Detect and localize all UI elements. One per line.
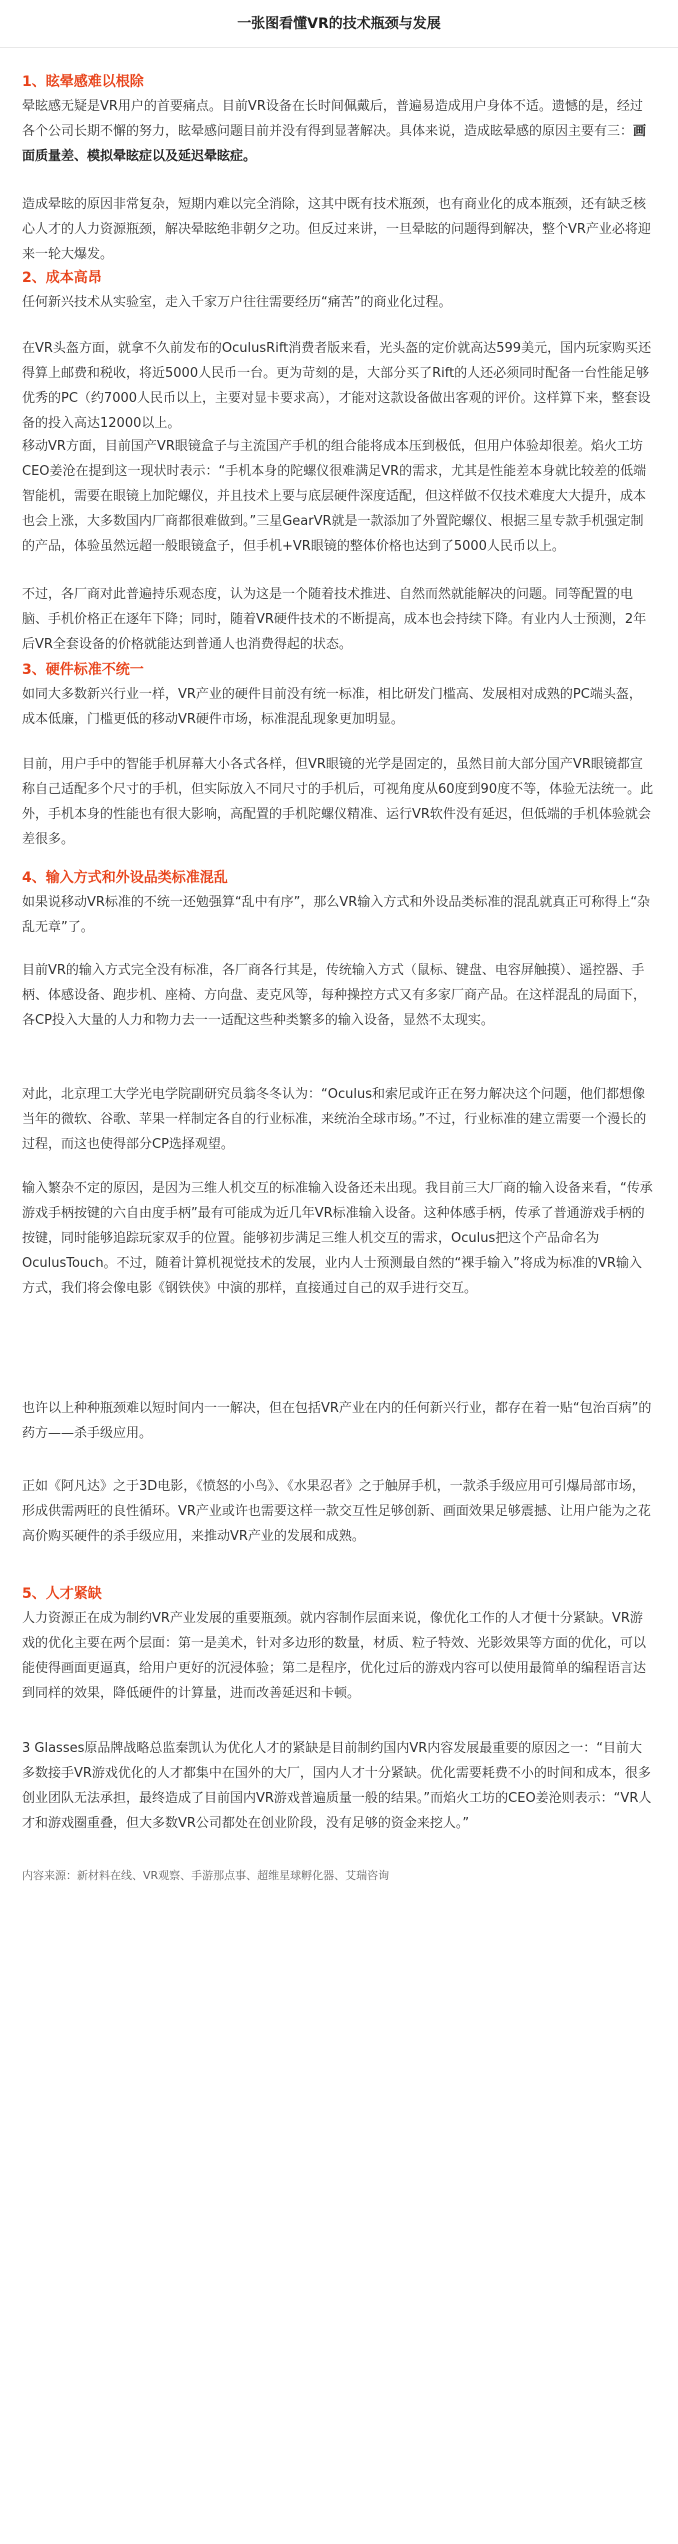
section-heading-3: 3、硬件标准不统一 xyxy=(22,662,144,678)
section-4-paragraph-6: 正如《阿凡达》之于3D电影，《愤怒的小鸟》、《水果忍者》之于触屏手机，一款杀手级应用可引爆局部市场，形成供需两旺的良性循环。VR产业或许也需要这样一款交互性足够创新、画面效果足够震撼、让用户能为之花高价购买硬件的杀手级应用，来推动VR产业的发展和成熟。 xyxy=(22,1479,651,1544)
section-heading-2: 2、成本高昂 xyxy=(22,270,102,286)
section-heading-1: 1、眩晕感难以根除 xyxy=(22,74,144,90)
section-4-paragraph-4: 输入繁杂不定的原因，是因为三维人机交互的标准输入设备还未出现。我目前三大厂商的输入设备来看，“传承游戏手柄按键的六自由度手柄”最有可能成为近几年VR标准输入设备。这种体感手柄，传承了普通游戏手柄的按键，同时能够追踪玩家双手的位置。能够初步满足三维人机交互的需求，Oculus把这个产品命名为OculusTouch。不过，随着计算机视觉技术的发展，业内人士预测最自然的“裸手输入”将成为标准的VR输入方式，我们将会像电影《钢铁侠》中演的那样，直接通过自己的双手进行交互。 xyxy=(22,1181,653,1296)
section-1-paragraph-2: 造成晕眩的原因非常复杂，短期内难以完全消除，这其中既有技术瓶颈，也有商业化的成本瓶颈，还有缺乏核心人才的人力资源瓶颈，解决晕眩绝非朝夕之功。但反过来讲，一旦晕眩的问题得到解决，整个VR产业必将迎来一轮大爆发。 xyxy=(22,197,651,262)
section-4-paragraph-3: 对此，北京理工大学光电学院副研究员翁冬冬认为：“Oculus和索尼或许正在努力解决这个问题，他们都想像当年的微软、谷歌、苹果一样制定各自的行业标准，来统治全球市场。”不过，行业标准的建立需要一个漫长的过程，而这也使得部分CP选择观望。 xyxy=(22,1087,647,1152)
emphasis-text: 画面质量差、模拟晕眩症以及延迟晕眩症。 xyxy=(22,124,647,164)
section-2-paragraph-1: 任何新兴技术从实验室，走入千家万户往往需要经历“痛苦”的商业化过程。 xyxy=(22,295,452,310)
section-1-paragraph-1 xyxy=(22,94,654,169)
section-4-paragraph-1: 如果说移动VR标准的不统一还勉强算“乱中有序”，那么VR输入方式和外设品类标准的混乱就真正可称得上“杂乱无章”了。 xyxy=(22,895,651,935)
source-note xyxy=(22,1866,654,1886)
section-3-paragraph-1: 如同大多数新兴行业一样，VR产业的硬件目前没有统一标准，相比研发门槛高、发展相对成熟的PC端头盔，成本低廉，门槛更低的移动VR硬件市场，标准混乱现象更加明显。 xyxy=(22,687,642,727)
section-heading-4: 4、输入方式和外设品类标准混乱 xyxy=(22,870,228,886)
page-title: 一张图看懂VR的技术瓶颈与发展 xyxy=(0,0,678,48)
section-4-paragraph-5: 也许以上种种瓶颈难以短时间内一一解决，但在包括VR产业在内的任何新兴行业，都存在着一贴“包治百病”的药方——杀手级应用。 xyxy=(22,1401,652,1441)
section-4-paragraph-2: 目前VR的输入方式完全没有标准，各厂商各行其是，传统输入方式（鼠标、键盘、电容屏触摸）、遥控器、手柄、体感设备、跑步机、座椅、方向盘、麦克风等，每种操控方式又有多家厂商产品。在这样混乱的局面下，各CP投入大量的人力和物力去一一适配这些种类繁多的输入设备，显然不太现实。 xyxy=(22,963,647,1028)
section-2-paragraph-2: 在VR头盔方面，就拿不久前发布的OculusRift消费者版来看，光头盔的定价就高达599美元，国内玩家购买还得算上邮费和税收，将近5000人民币一台。更为苛刻的是，大部分买了Rift的人还必须同时配备一台性能足够优秀的PC（约7000人民币以上，主要对显卡要求高），才能对这款设备做出客观的评价。这样算下来，整套设备的投入高达12000以上。 xyxy=(22,341,652,431)
paragraph-text: 晕眩感无疑是VR用户的首要痛点。目前VR设备在长时间佩戴后，普遍易造成用户身体不适。遗憾的是，经过各个公司长期不懈的努力，眩晕感问题目前并没有得到显著解决。具体来说，造成眩晕感的原因主要有三： xyxy=(22,99,643,139)
section-5-paragraph-1: 人力资源正在成为制约VR产业发展的重要瓶颈。就内容制作层面来说，像优化工作的人才便十分紧缺。VR游戏的优化主要在两个层面：第一是美术，针对多边形的数量，材质、粒子特效、光影效果等方面的优化，可以能使得画面更逼真，给用户更好的沉浸体验；第二是程序，优化过后的游戏内容可以使用最简单的编程语言达到同样的效果，降低硬件的计算量，进而改善延迟和卡顿。 xyxy=(22,1611,647,1701)
source-list: 新材料在线、VR观察、手游那点事、超维星球孵化器、艾瑞咨询 xyxy=(77,1869,390,1882)
section-2-paragraph-3: 移动VR方面，目前国产VR眼镜盒子与主流国产手机的组合能将成本压到极低，但用户体验却很差。焰火工坊CEO姜沧在提到这一现状时表示：“手机本身的陀螺仪很难满足VR的需求，尤其是性能差本身就比较差的低端智能机，需要在眼镜上加陀螺仪，并且技术上要与底层硬件深度适配，但这样做不仅技术难度大大提升，成本也会上涨，大多数国内厂商都很难做到。”三星GearVR就是一款添加了外置陀螺仪、根据三星专款手机强定制的产品，体验虽然远超一般眼镜盒子，但手机+VR眼镜的整体价格也达到了5000人民币以上。 xyxy=(22,439,647,554)
section-5-paragraph-2: 3 Glasses原品牌战略总监秦凯认为优化人才的紧缺是目前制约国内VR内容发展最重要的原因之一：“目前大多数接手VR游戏优化的人才都集中在国外的大厂，国内人才十分紧缺。优化需要耗费不小的时间和成本，很多创业团队无法承担，最终造成了目前国内VR游戏普遍质量一般的结果。”而焰火工坊的CEO姜沧则表示：“VR人才和游戏圈重叠，但大多数VR公司都处在创业阶段，没有足够的资金来挖人。” xyxy=(22,1741,652,1831)
section-heading-5: 5、人才紧缺 xyxy=(22,1586,102,1602)
section-3-paragraph-2: 目前，用户手中的智能手机屏幕大小各式各样，但VR眼镜的光学是固定的，虽然目前大部分国产VR眼镜都宣称自己适配多个尺寸的手机，但实际放入不同尺寸的手机后，可视角度从60度到90度不等，体验无法统一。此外，手机本身的性能也有很大影响，高配置的手机陀螺仪精准、运行VR软件没有延迟，但低端的手机体验就会差很多。 xyxy=(22,757,654,847)
section-2-paragraph-4: 不过，各厂商对此普遍持乐观态度，认为这是一个随着技术推进、自然而然就能解决的问题。同等配置的电脑、手机价格正在逐年下降；同时，随着VR硬件技术的不断提高，成本也会持续下降。有业内人士预测，2年后VR全套设备的价格就能达到普通人也消费得起的状态。 xyxy=(22,587,647,652)
source-label: 内容来源： xyxy=(22,1869,77,1882)
